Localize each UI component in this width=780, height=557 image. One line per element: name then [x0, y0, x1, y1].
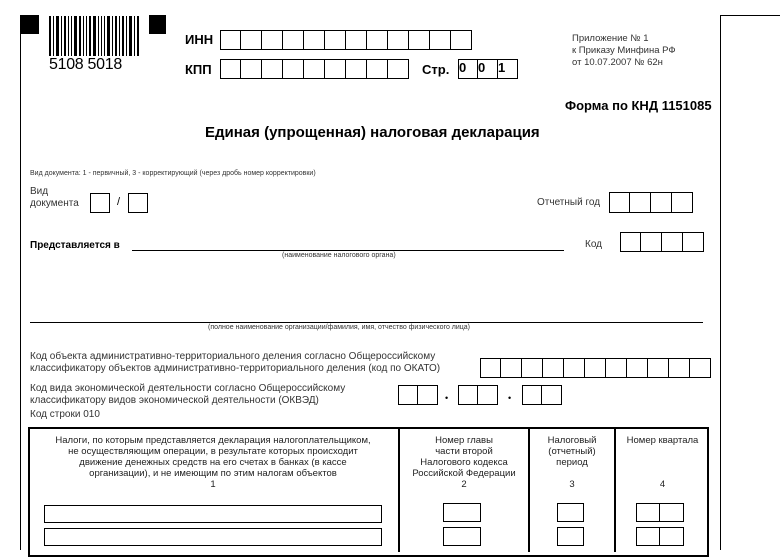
- page-title: Единая (упрощенная) налоговая декларация: [205, 124, 540, 141]
- period-input[interactable]: [557, 527, 584, 546]
- org-name-line[interactable]: [30, 322, 703, 323]
- okved-dot-1: •: [445, 393, 449, 403]
- period-input[interactable]: [557, 503, 584, 522]
- page-cells[interactable]: [458, 59, 518, 79]
- quarter-cells[interactable]: [636, 503, 684, 522]
- line-code-label: Код строки 010: [30, 409, 100, 420]
- tax-name-input[interactable]: [44, 528, 382, 546]
- okved-dot-2: •: [508, 393, 512, 403]
- right-margin-top-line: [720, 15, 780, 16]
- right-margin-line: [720, 15, 721, 550]
- okato-cells[interactable]: [480, 358, 711, 378]
- chapter-number-input[interactable]: [443, 527, 481, 546]
- barcode-number: 5108 5018: [49, 56, 122, 73]
- tax-name-input[interactable]: [44, 505, 382, 523]
- kpp-cells[interactable]: [220, 59, 409, 79]
- form-code: Форма по КНД 1151085: [565, 98, 712, 113]
- inn-label: ИНН: [185, 32, 214, 47]
- okved-cells-2[interactable]: [458, 385, 498, 405]
- okved-label: Код вида экономической деятельности согласно Общероссийскому классификатору видов экономической деятельности (ОКВЭД): [30, 383, 346, 406]
- doc-type-label: Вид документа: [30, 186, 79, 209]
- tax-authority-caption: (наименование налогового органа): [282, 252, 396, 259]
- doc-type-cell[interactable]: [90, 193, 110, 213]
- kpp-label: КПП: [185, 62, 212, 77]
- table-divider: [398, 427, 400, 552]
- doc-type-separator: /: [117, 196, 121, 208]
- page-digit: 1: [498, 59, 518, 79]
- corner-marker-right: [149, 15, 166, 34]
- submitted-to-label: Представляется в: [30, 240, 120, 251]
- inn-cells[interactable]: [220, 30, 472, 50]
- tax-code-label: Код: [585, 239, 603, 250]
- left-margin-line: [20, 15, 21, 550]
- correction-number-cell[interactable]: [128, 193, 148, 213]
- tax-code-cells[interactable]: [620, 232, 704, 252]
- page-label: Стр.: [422, 62, 450, 77]
- okato-label: Код объекта административно-территориального деления согласно Общероссийскому классификатору объектов административно-территориального деления (код по ОКАТО): [30, 351, 441, 374]
- appendix-note: Приложение № 1 к Приказу Минфина РФ от 10.07.2007 № 62н: [572, 33, 676, 68]
- page-digit: 0: [478, 59, 498, 79]
- barcode-image: [49, 16, 141, 58]
- report-year-cells[interactable]: [609, 192, 693, 213]
- tax-authority-line[interactable]: [132, 250, 564, 251]
- table-header-col4: Номер квартала 4: [626, 435, 699, 490]
- corner-marker-left: [20, 15, 39, 34]
- chapter-number-input[interactable]: [443, 503, 481, 522]
- okved-cells-1[interactable]: [398, 385, 438, 405]
- table-divider: [528, 427, 530, 552]
- okved-cells-3[interactable]: [522, 385, 562, 405]
- quarter-cells[interactable]: [636, 527, 684, 546]
- page-digit: 0: [458, 59, 478, 79]
- doc-type-hint: Вид документа: 1 - первичный, 3 - корректирующий (через дробь номер корректировки): [30, 170, 316, 177]
- table-header-col3: Налоговый (отчетный) период 3: [547, 435, 597, 490]
- table-divider: [614, 427, 616, 552]
- report-year-label: Отчетный год: [537, 197, 601, 208]
- table-header-col1: Налоги, по которым представляется декларация налогоплательщиком, не осуществляющим операции, в результате которых происходит движение денежных средств на его счетах в банках (в кассе организации), и не имеющим по этим налогам объектов 1: [55, 435, 371, 490]
- table-header-col2: Номер главы части второй Налогового кодекса Российской Федерации 2: [412, 435, 516, 490]
- org-name-caption: (полное наименование организации/фамилия, имя, отчество физического лица): [208, 324, 471, 331]
